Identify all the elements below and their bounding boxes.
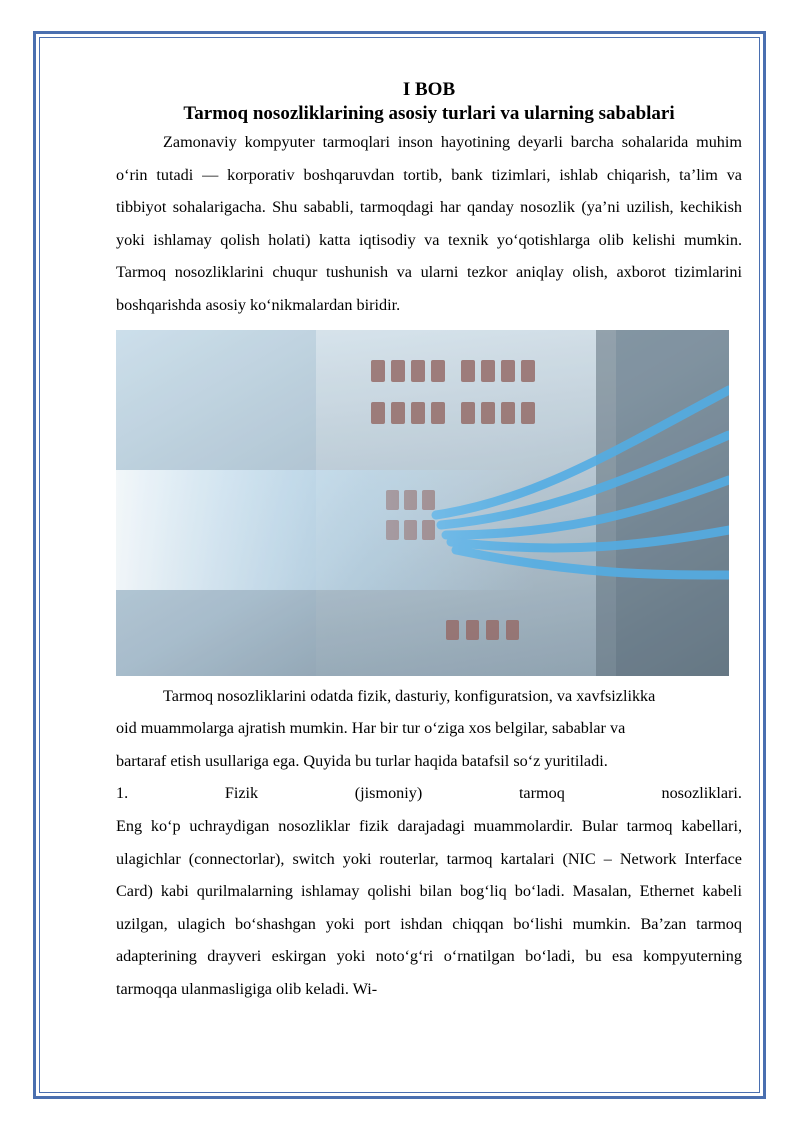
classification-line-2: oid muammolarga ajratish mumkin. Har bir tur o‘ziga xos belgilar, sabablar va [116, 719, 626, 738]
section-1-word-3: tarmoq [518, 784, 565, 803]
section-1-number: 1. [116, 784, 129, 803]
classification-line-3: bartaraf etish usullariga ega. Quyida bu turlar haqida batafsil so‘z yuritiladi. [116, 751, 608, 770]
intro-paragraph: Zamonaviy kompyuter tarmoqlari inson hayotining deyarli barcha sohalarida muhim o‘rin tutadi — korporativ boshqaruvdan tortib, bank tizimlari, ishlab chiqarish, ta’lim va tibbiyot sohalarigacha. Shu sababli, tarmoqdagi har qanday nosozlik (ya’ni uzilish, kechikish yoki ishlamay qolish holati) katta iqtisodiy va texnik yo‘qotishlarga olib kelishi mumkin. Tarmoq nosozliklarini chuqur tushunish va ularni tezkor aniqlay olish, axborot tizimlarini boshqarishda asosiy ko‘nikmalardan biridir. [116, 133, 742, 314]
page-content [116, 78, 742, 1006]
chapter-title: I BOB [402, 79, 456, 100]
section-1-word-4: nosozliklari. [661, 784, 742, 803]
section-1-heading [116, 777, 742, 810]
network-switch-photo [116, 330, 729, 676]
classification-line-1: Tarmoq nosozliklarini odatda fizik, dasturiy, konfiguratsion, va xavfsizlikka [163, 686, 656, 705]
section-1-word-2: (jismoniy) [354, 784, 423, 803]
chapter-heading: Tarmoq nosozliklarining asosiy turlari va ularning sabablari [183, 103, 675, 124]
section-1-word-1: Fizik [224, 784, 259, 803]
section-1-body: Eng ko‘p uchraydigan nosozliklar fizik darajadagi muammolardir. Bular tarmoq kabellari, ulagichlar (connectorlar), switch yoki routerlar, tarmoq kartalari (NIC – Network Interface Card) kabi qurilmalarning ishlamay qolishi bilan bog‘liq bo‘ladi. Masalan, Ethernet kabeli uzilgan, ulagich bo‘shashgan yoki port ishdan chiqqan bo‘lishi mumkin. Ba’zan tarmoq adapterining drayveri eskirgan yoki noto‘g‘ri o‘rnatilgan bo‘ladi, bu esa kompyuterning tarmoqqa ulanmasligiga olib keladi. Wi- [116, 816, 742, 998]
